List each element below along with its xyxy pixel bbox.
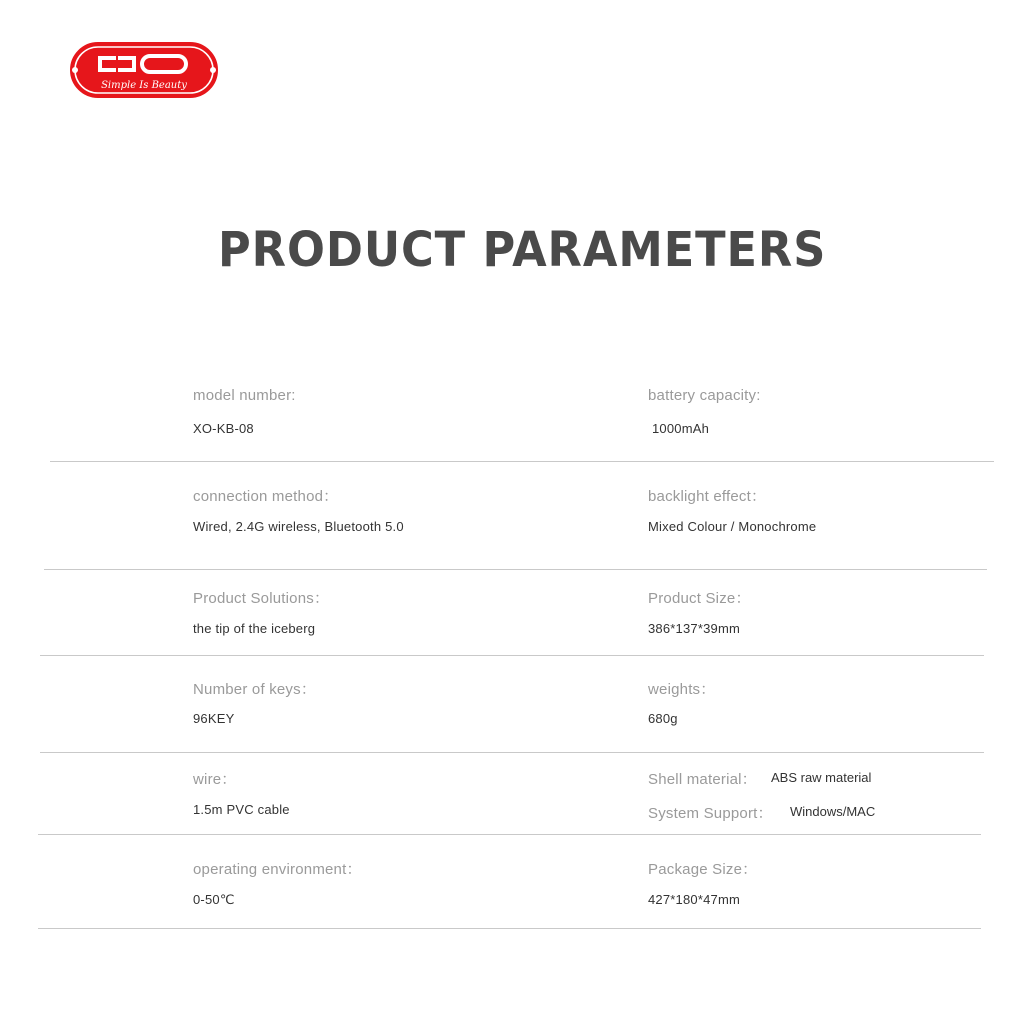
divider (50, 461, 994, 462)
product-solutions-value: the tip of the iceberg (193, 621, 316, 636)
backlight-effect-value: Mixed Colour / Monochrome (648, 519, 817, 534)
weights-value: 680g (648, 711, 678, 726)
wire-label: wire： (193, 771, 237, 788)
page-title: PRODUCT PARAMETERS (218, 222, 827, 278)
battery-capacity-value: 1000mAh (652, 421, 710, 436)
brand-logo (70, 42, 218, 98)
wire-value: 1.5m PVC cable (193, 802, 290, 817)
divider (38, 834, 981, 835)
divider (40, 655, 984, 656)
system-support-label: System Support： (648, 805, 773, 822)
model-number-label: model number: (193, 387, 296, 404)
product-size-label: Product Size： (648, 590, 751, 607)
package-size-label: Package Size： (648, 861, 758, 878)
package-size-value: 427*180*47mm (648, 892, 741, 907)
model-number-value: XO-KB-08 (193, 421, 254, 436)
divider (44, 569, 987, 570)
system-support-value: Windows/MAC (790, 804, 876, 819)
shell-material-label: Shell material： (648, 771, 757, 788)
product-size-value: 386*137*39mm (648, 621, 741, 636)
connection-method-label: connection method： (193, 488, 339, 505)
shell-material-value: ABS raw material (771, 770, 872, 785)
divider (38, 928, 981, 929)
divider (40, 752, 984, 753)
weights-label: weights： (648, 681, 716, 698)
xo-logo-icon (70, 42, 218, 98)
operating-environment-label: operating environment： (193, 861, 362, 878)
brand-tagline: Simple Is Beauty (101, 80, 187, 91)
battery-capacity-label: battery capacity: (648, 387, 761, 404)
backlight-effect-label: backlight effect： (648, 488, 767, 505)
product-solutions-label: Product Solutions： (193, 590, 330, 607)
number-of-keys-label: Number of keys： (193, 681, 317, 698)
connection-method-value: Wired, 2.4G wireless, Bluetooth 5.0 (193, 519, 404, 534)
operating-environment-value: 0-50℃ (193, 892, 235, 907)
number-of-keys-value: 96KEY (193, 711, 235, 726)
